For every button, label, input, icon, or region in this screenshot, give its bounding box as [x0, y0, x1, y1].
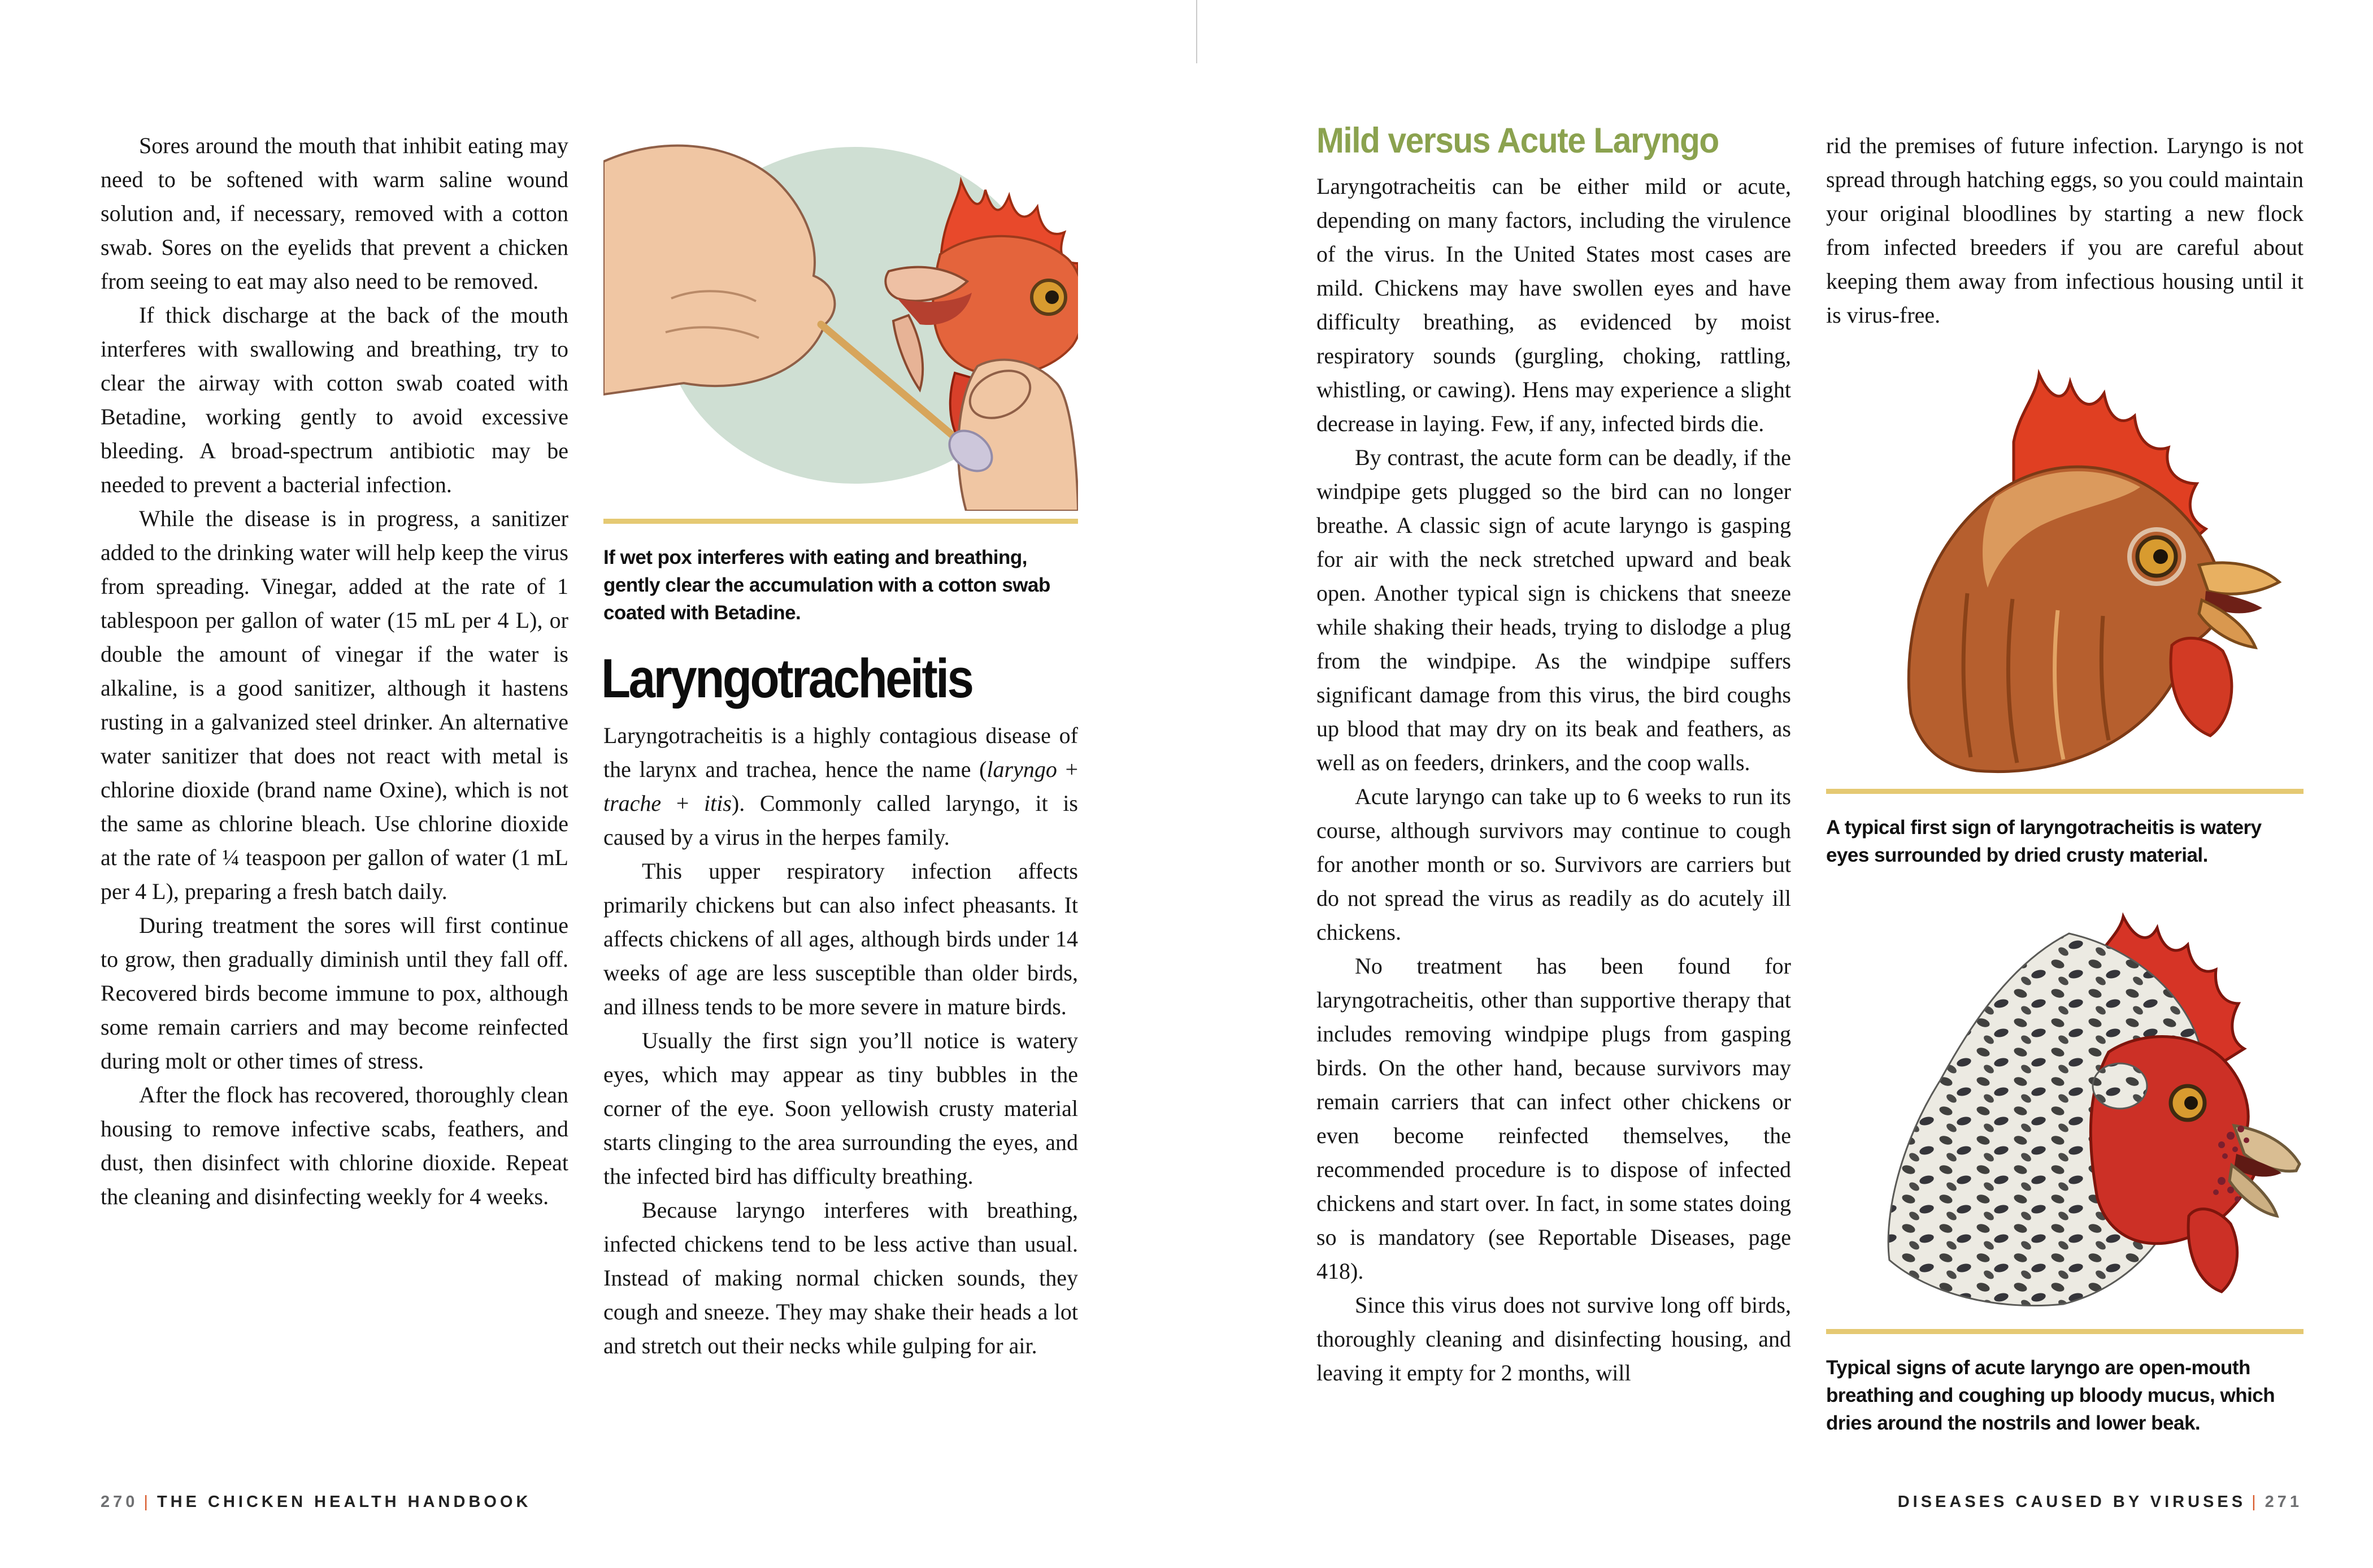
illustration-caption: A typical first sign of laryngotracheitis is watery eyes surrounded by dried crusty material.	[1826, 816, 2262, 866]
body-paragraph: Since this virus does not survive long off birds, thoroughly cleaning and disinfecting housing, and leaving it empty for 2 months, will	[1316, 1292, 1791, 1385]
caption-rule	[1826, 789, 2304, 794]
body-paragraph: Usually the first sign you’ll notice is watery eyes, which may appear as tiny bubbles in the corner of the eye. Soon yellowish crusty material starts clinging to the area surrounding the eyes, and the infected bird has difficulty breathing.	[603, 1028, 1078, 1189]
wattle	[2188, 1209, 2237, 1292]
watery-eye-chicken-svg	[1826, 350, 2304, 780]
right-page-column-3	[1316, 170, 1791, 1390]
text-run: Laryngotracheitis is a highly contagious disease of the larynx and trachea, hence the name (	[603, 723, 1078, 782]
cotton-swab-treatment-illustration	[603, 129, 1078, 511]
ear-patch	[2093, 1063, 2147, 1109]
page-gutter-mark	[1196, 0, 1197, 63]
acute-laryngo-chicken-illustration	[1826, 898, 2304, 1317]
body-paragraph: Sores around the mouth that inhibit eating may need to be softened with warm saline wound solution and, if necessary, removed with a cotton swab. Sores on the eyelids that prevent a chicken from seeing to eat may also need to be removed.	[101, 133, 568, 294]
caption-rule	[1826, 1329, 2304, 1334]
pupil	[1045, 290, 1059, 304]
footer-separator: |	[2252, 1493, 2259, 1511]
upper-beak	[2199, 563, 2279, 594]
wattle	[2171, 638, 2232, 736]
page-number: 270	[101, 1493, 138, 1511]
body-paragraph: While the disease is in progress, a sanitizer added to the drinking water will help keep the virus from spreading. Vinegar, added at the rate of 1 tablespoon per gallon of water (15 mL per 4 L), or double the amount of vinegar if the water is alkaline, is a good sanitizer, although it hastens rusting in a galvanized steel drinker. An alternative water sanitizer that does not react with metal is chlorine dioxide (brand name Oxine), which is not the same as chlorine bleach. Use chlorine dioxide at the rate of ¼ teaspoon per gallon of water (1 mL per 4 L), preparing a fresh batch daily.	[101, 506, 568, 904]
body-paragraph: During treatment the sores will first continue to grow, then gradually diminish until they fall off. Recovered birds become immune to pox, although some remain carriers and may become reinfected during molt or other times of stress.	[101, 913, 568, 1074]
body-paragraph	[603, 719, 1078, 854]
footer-separator: |	[144, 1493, 151, 1511]
book-title: THE CHICKEN HEALTH HANDBOOK	[157, 1493, 532, 1511]
italic-run: itis	[704, 790, 732, 816]
body-paragraph: Laryngotracheitis can be either mild or acute, depending on many factors, including the virulence of the virus. In the United States most cases are mild. Chickens may have swollen eyes and have difficulty breathing, as evidenced by moist respiratory sounds (gurgling, choking, rattling, whistling, or cawing). Hens may experience a slight decrease in laying. Few, if any, infected birds die.	[1316, 173, 1791, 436]
right-page-footer	[1898, 1493, 2302, 1511]
body-paragraph: If thick discharge at the back of the mouth interferes with swallowing and breathing, try to clear the airway with cotton swab coated with Betadine, working gently to avoid excessive bleeding. A broad-spectrum antibiotic may be needed to prevent a bacterial infection.	[101, 302, 568, 497]
chapter-title: DISEASES CAUSED BY VIRUSES	[1897, 1493, 2246, 1511]
italic-run: trache	[603, 790, 662, 816]
section-heading-mild-versus-acute: Mild versus Acute Laryngo	[1316, 121, 1719, 160]
body-paragraph: Acute laryngo can take up to 6 weeks to run its course, although survivors may continue to cough for another month or so. Survivors are carriers but do not spread the virus as readily as do acutely ill chickens.	[1316, 784, 1791, 945]
text-run: +	[661, 790, 705, 816]
text-run: ). Commonly called laryngo, it is caused by a virus in the herpes family.	[603, 790, 1079, 850]
body-paragraph: Because laryngo interferes with breathing, infected chickens tend to be less active than usual. Instead of making normal chicken sounds, they cough and sneeze. They may shake their heads a lot and stretch out their necks while gulping for air.	[603, 1197, 1078, 1358]
left-page-column-1	[101, 129, 568, 1214]
caption-rule	[603, 519, 1078, 524]
illustration-caption: If wet pox interferes with eating and breathing, gently clear the accumulation with a cotton swab coated with Betadine.	[603, 546, 1050, 624]
body-paragraph: By contrast, the acute form can be deadly, if the windpipe gets plugged so the bird can no longer breathe. A classic sign of acute laryngo is gasping for air with the neck stretched upward and beak open. Another typical sign is chickens that sneeze while shaking their heads, trying to dislodge a plug from the windpipe. As the windpipe suffers significant damage from this virus, the bird coughs up blood that may dry on its beak and feathers, as well as on feeders, drinkers, and the coop walls.	[1316, 445, 1791, 775]
text-run: +	[1057, 757, 1079, 782]
pupil	[2184, 1096, 2198, 1110]
body-paragraph: rid the premises of future infection. Laryngo is not spread through hatching eggs, so you could maintain your original bloodlines by starting a new flock from infected breeders if you are careful about keeping them away from infectious housing until it is virus-free.	[1826, 133, 2304, 328]
page-number: 271	[2265, 1493, 2302, 1511]
acute-laryngo-chicken-svg	[1826, 898, 2304, 1317]
illustration-caption: Typical signs of acute laryngo are open-mouth breathing and coughing up bloody mucus, which dries around the nostrils and lower beak.	[1826, 1357, 2275, 1434]
right-page-column-4	[1826, 129, 2304, 332]
speckled-chicken-art	[1888, 917, 2300, 1306]
watery-eye-chicken-illustration	[1826, 350, 2304, 780]
left-page-footer	[101, 1493, 531, 1511]
body-paragraph: This upper respiratory infection affects primarily chickens but can also infect pheasants. It affects chickens of all ages, although birds under 14 weeks of age are less susceptible than older birds, and illness tends to be more severe in mature birds.	[603, 858, 1078, 1019]
pupil	[2153, 549, 2168, 564]
section-heading-laryngotracheitis: Laryngotracheitis	[601, 648, 972, 709]
body-paragraph: After the flock has recovered, thoroughly clean housing to remove infective scabs, feathers, and dust, then disinfect with chlorine dioxide. Repeat the cleaning and disinfecting weekly for 4 weeks.	[101, 1082, 568, 1209]
italic-run: laryngo	[986, 757, 1057, 782]
cotton-swab-treatment-svg	[603, 129, 1078, 511]
brown-chicken-art	[1909, 374, 2279, 772]
left-page-column-2	[603, 719, 1078, 1363]
body-paragraph: No treatment has been found for laryngotracheitis, other than supportive therapy that includes removing windpipe plugs from gasping birds. On the other hand, because survivors may remain carriers that can infect other chickens or even become reinfected themselves, the recommended procedure is to dispose of infected chickens and start over. In fact, in some states doing so is mandatory (see Reportable Diseases, page 418).	[1316, 953, 1791, 1284]
